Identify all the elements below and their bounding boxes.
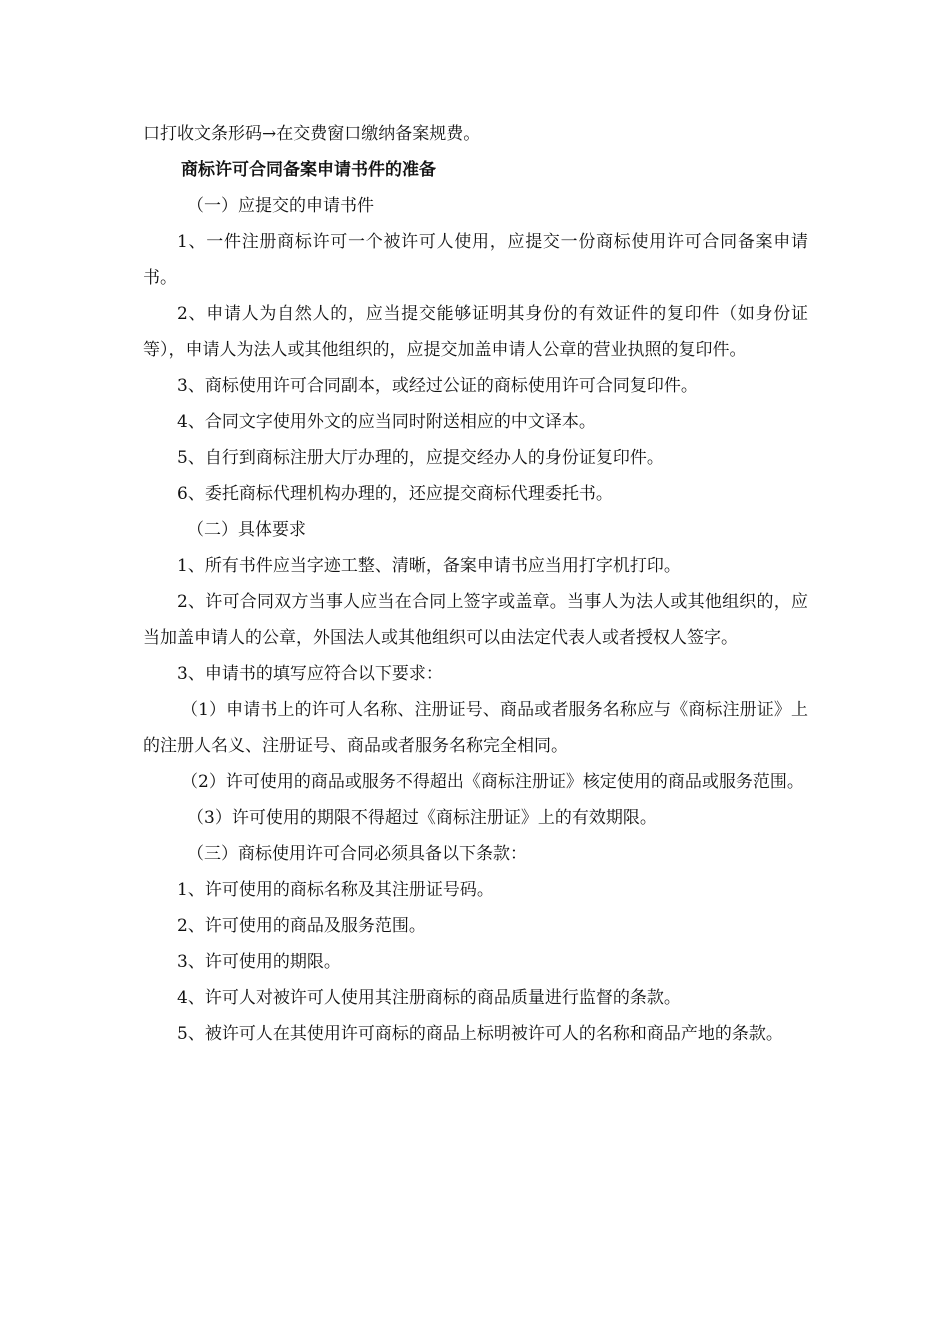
paragraph-1: 口打收文条形码→在交费窗口缴纳备案规费。 <box>143 124 481 144</box>
paragraph-item: 2、申请人为自然人的，应当提交能够证明其身份的有效证件的复印件（如身份证等），申请人为法人或其他组织的，应提交加盖申请人公章的营业执照的复印件。 <box>143 304 808 360</box>
paragraph-item: 4、许可人对被许可人使用其注册商标的商品质量进行监督的条款。 <box>177 988 681 1008</box>
paragraph-subitem: （2）许可使用的商品或服务不得超出《商标注册证》核定使用的商品或服务范围。 <box>181 772 804 792</box>
paragraph-item: 5、被许可人在其使用许可商标的商品上标明被许可人的名称和商品产地的条款。 <box>177 1024 783 1044</box>
paragraph-subitem: （3）许可使用的期限不得超过《商标注册证》上的有效期限。 <box>187 808 657 828</box>
subsection-title-1: （一）应提交的申请书件 <box>187 196 374 216</box>
paragraph-item: 5、自行到商标注册大厅办理的，应提交经办人的身份证复印件。 <box>177 448 664 468</box>
paragraph-item: 6、委托商标代理机构办理的，还应提交商标代理委托书。 <box>177 484 613 504</box>
paragraph-item: 2、许可合同双方当事人应当在合同上签字或盖章。当事人为法人或其他组织的，应当加盖申请人的公章，外国法人或其他组织可以由法定代表人或者授权人签字。 <box>143 592 808 648</box>
paragraph-item: 3、许可使用的期限。 <box>177 952 341 972</box>
paragraph-subitem: （1）申请书上的许可人名称、注册证号、商品或者服务名称应与《商标注册证》上的注册人名义、注册证号、商品或者服务名称完全相同。 <box>143 700 808 756</box>
paragraph-item: 3、商标使用许可合同副本，或经过公证的商标使用许可合同复印件。 <box>177 376 698 396</box>
paragraph-item: 1、许可使用的商标名称及其注册证号码。 <box>177 880 494 900</box>
paragraph-item: 3、申请书的填写应符合以下要求： <box>177 664 443 684</box>
paragraph-item: 1、一件注册商标许可一个被许可人使用，应提交一份商标使用许可合同备案申请书。 <box>143 232 808 288</box>
document-body <box>143 116 808 1052</box>
paragraph-item: 2、许可使用的商品及服务范围。 <box>177 916 426 936</box>
subsection-title-2: （二）具体要求 <box>187 520 306 540</box>
paragraph-item: 4、合同文字使用外文的应当同时附送相应的中文译本。 <box>177 412 596 432</box>
section-heading: 商标许可合同备案申请书件的准备 <box>181 160 436 180</box>
paragraph-item: 1、所有书件应当字迹工整、清晰，备案申请书应当用打字机打印。 <box>177 556 681 576</box>
subsection-title-3: （三）商标使用许可合同必须具备以下条款： <box>187 844 527 864</box>
